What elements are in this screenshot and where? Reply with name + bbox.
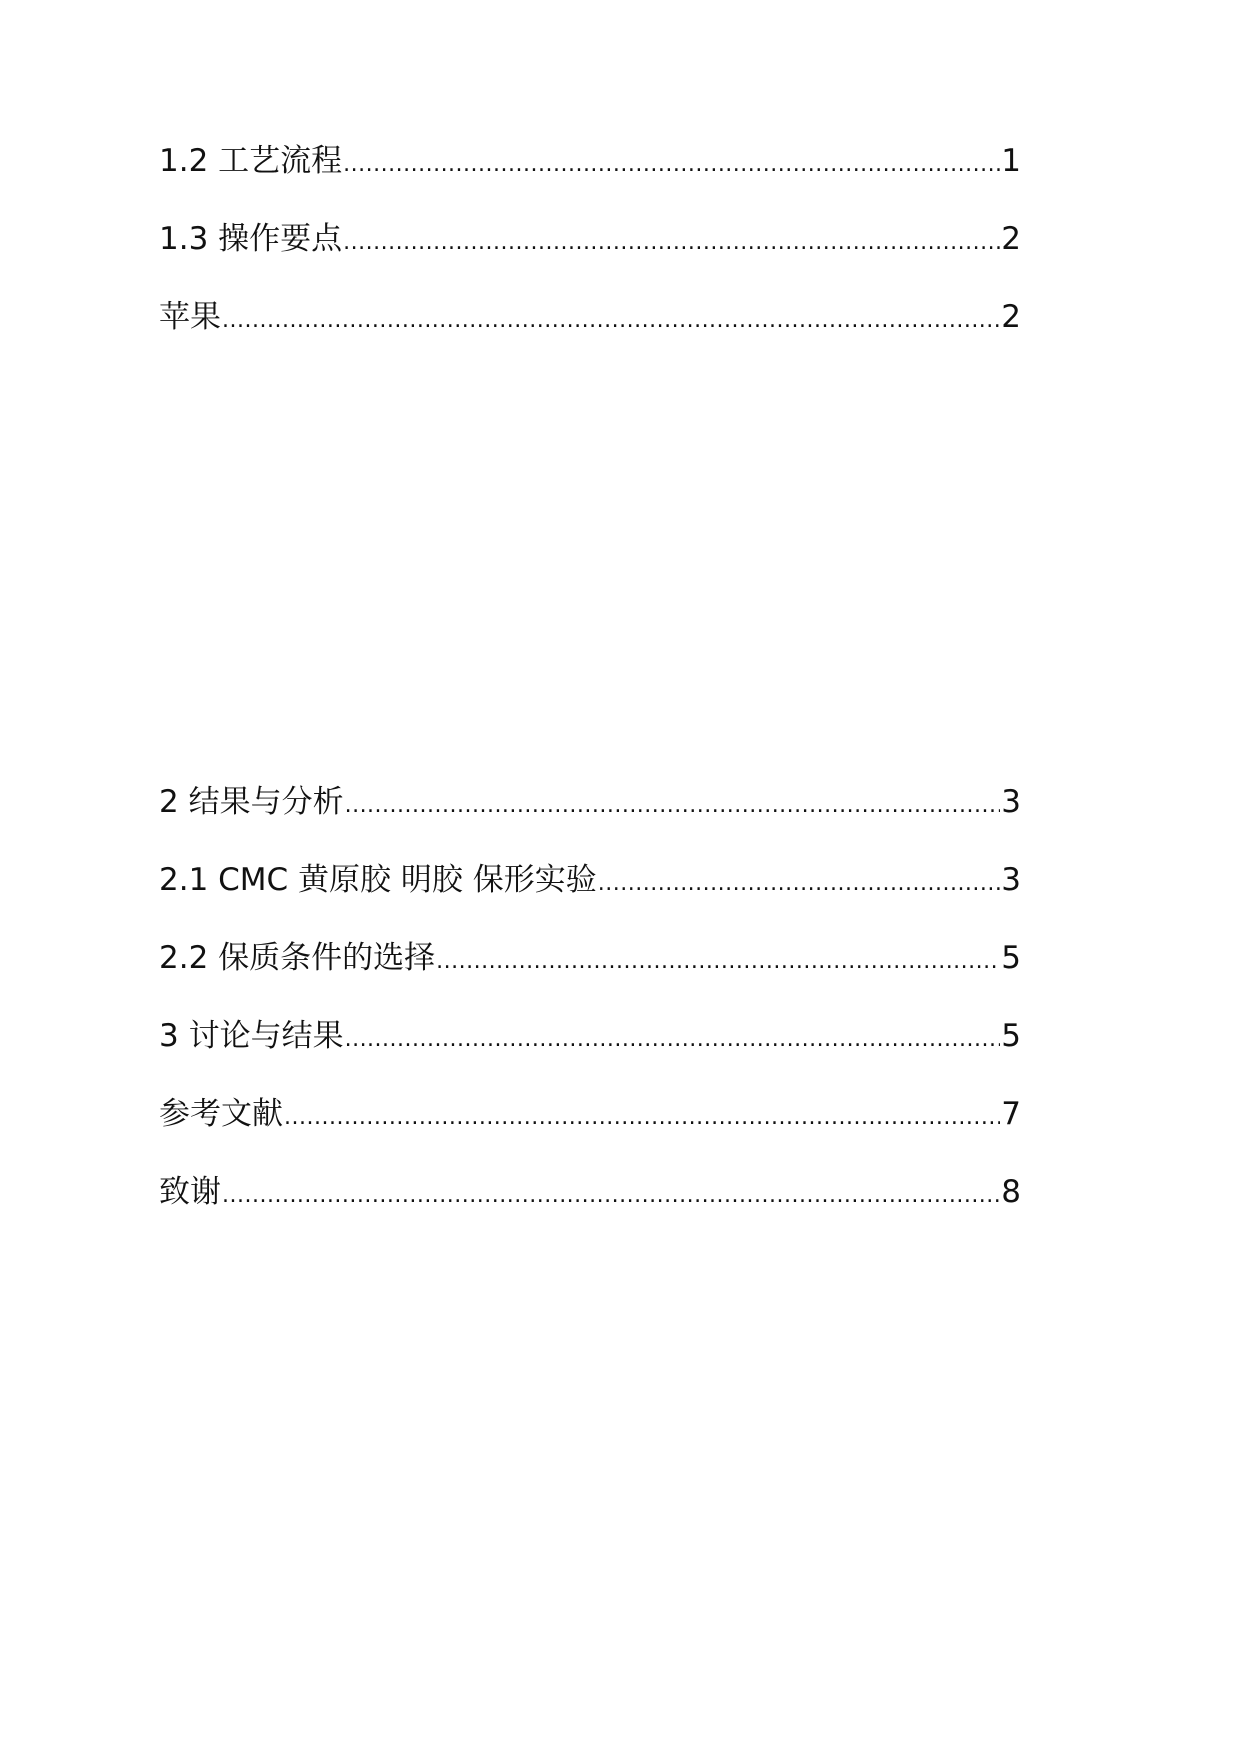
toc-page-number: 8	[1001, 1174, 1021, 1210]
toc-entry-label: 1.3 操作要点	[159, 221, 343, 257]
toc-entry-2-results-analysis[interactable]	[159, 784, 1021, 865]
toc-entry-label: 致谢	[159, 1174, 221, 1210]
toc-section-1	[159, 143, 1021, 380]
toc-entry-references[interactable]	[159, 1096, 1021, 1177]
toc-entry-label: 1.2 工艺流程	[159, 143, 343, 179]
toc-entry-label: 苹果	[159, 299, 221, 335]
toc-page-number: 3	[1001, 784, 1021, 820]
toc-entry-acknowledgements[interactable]	[159, 1174, 1021, 1255]
toc-entry-apple[interactable]	[159, 299, 1021, 380]
toc-page-number: 1	[1001, 143, 1021, 179]
toc-page-number: 5	[1001, 940, 1021, 976]
toc-entry-1-2-process-flow[interactable]	[159, 143, 1021, 224]
toc-entry-2-1-shape-retention[interactable]	[159, 862, 1021, 943]
toc-page-number: 2	[1001, 221, 1021, 257]
toc-entry-3-discussion[interactable]	[159, 1018, 1021, 1099]
toc-dot-leader	[343, 232, 1000, 254]
toc-dot-leader	[284, 1107, 1000, 1129]
toc-page-number: 3	[1001, 862, 1021, 898]
toc-entry-label: 3 讨论与结果	[159, 1018, 344, 1054]
toc-dot-leader	[345, 1029, 1001, 1051]
toc-page-number: 5	[1001, 1018, 1021, 1054]
toc-entry-label: 2.2 保质条件的选择	[159, 940, 436, 976]
toc-dot-leader	[343, 154, 1000, 176]
toc-entry-1-3-key-points[interactable]	[159, 221, 1021, 302]
toc-dot-leader	[222, 1185, 1000, 1207]
toc-section-2	[159, 784, 1021, 1255]
toc-dot-leader	[345, 795, 1001, 817]
toc-dot-leader	[598, 873, 1001, 895]
toc-entry-label: 2.1 CMC 黄原胶 明胶 保形实验	[159, 862, 597, 898]
toc-entry-2-2-shelf-conditions[interactable]	[159, 940, 1021, 1021]
toc-dot-leader	[436, 951, 1000, 973]
toc-entry-label: 参考文献	[159, 1096, 283, 1132]
toc-entry-label: 2 结果与分析	[159, 784, 344, 820]
toc-page-number: 2	[1001, 299, 1021, 335]
toc-dot-leader	[222, 310, 1000, 332]
toc-page-number: 7	[1001, 1096, 1021, 1132]
